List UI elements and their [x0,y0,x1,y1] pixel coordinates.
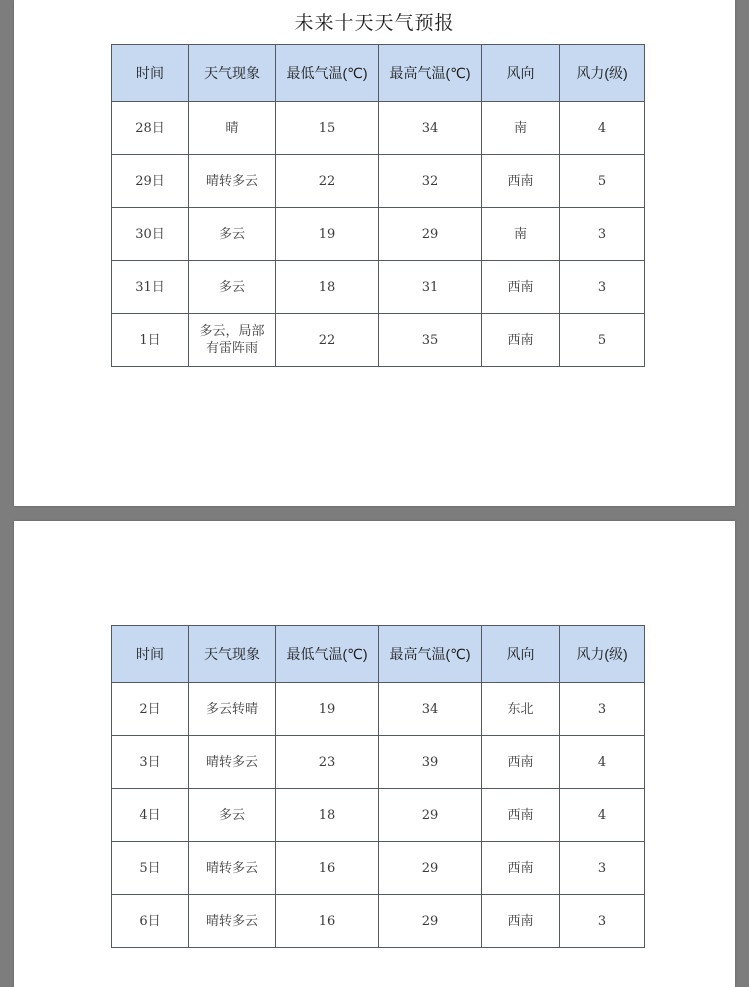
cell-max-temp: 39 [379,736,482,789]
cell-weather: 多云 [189,208,276,261]
column-header-weather: 天气现象 [189,45,276,102]
cell-weather: 多云 [189,261,276,314]
cell-min-temp: 22 [276,155,379,208]
cell-wind-force: 4 [560,736,645,789]
cell-time: 1日 [112,314,189,367]
table-row [112,895,645,948]
column-header-time: 时间 [112,626,189,683]
cell-max-temp: 29 [379,208,482,261]
cell-time: 29日 [112,155,189,208]
cell-max-temp: 29 [379,789,482,842]
cell-wind-direction: 东北 [482,683,560,736]
cell-max-temp: 32 [379,155,482,208]
cell-max-temp: 34 [379,683,482,736]
cell-min-temp: 18 [276,789,379,842]
cell-time: 3日 [112,736,189,789]
cell-weather: 晴转多云 [189,736,276,789]
cell-min-temp: 19 [276,683,379,736]
cell-weather: 多云转晴 [189,683,276,736]
cell-wind-force: 5 [560,155,645,208]
cell-weather: 晴 [189,102,276,155]
cell-min-temp: 18 [276,261,379,314]
column-header-weather: 天气现象 [189,626,276,683]
cell-wind-direction: 西南 [482,155,560,208]
cell-weather: 多云 [189,789,276,842]
cell-max-temp: 31 [379,261,482,314]
table-row [112,736,645,789]
cell-time: 6日 [112,895,189,948]
column-header-wind-force: 风力(级) [560,45,645,102]
weather-table-1 [111,44,645,367]
cell-wind-force: 4 [560,789,645,842]
cell-max-temp: 35 [379,314,482,367]
cell-min-temp: 15 [276,102,379,155]
cell-wind-direction: 西南 [482,895,560,948]
column-header-time: 时间 [112,45,189,102]
document-title: 未来十天天气预报 [294,12,455,34]
table-header-row [112,45,645,102]
cell-time: 28日 [112,102,189,155]
column-header-max-temp: 最高气温(℃) [379,45,482,102]
cell-time: 30日 [112,208,189,261]
cell-wind-force: 3 [560,842,645,895]
column-header-min-temp: 最低气温(℃) [276,626,379,683]
cell-min-temp: 16 [276,842,379,895]
document-page-2 [14,521,735,987]
column-header-wind-force: 风力(级) [560,626,645,683]
cell-wind-force: 4 [560,102,645,155]
cell-min-temp: 16 [276,895,379,948]
cell-min-temp: 19 [276,208,379,261]
cell-max-temp: 29 [379,895,482,948]
table-row [112,261,645,314]
cell-wind-force: 3 [560,261,645,314]
table-row [112,155,645,208]
cell-time: 5日 [112,842,189,895]
cell-weather: 晴转多云 [189,155,276,208]
table-row [112,683,645,736]
cell-max-temp: 34 [379,102,482,155]
table-row [112,314,645,367]
cell-min-temp: 22 [276,314,379,367]
cell-wind-force: 3 [560,895,645,948]
cell-wind-direction: 南 [482,102,560,155]
table-row [112,102,645,155]
cell-wind-force: 3 [560,683,645,736]
cell-weather: 晴转多云 [189,895,276,948]
column-header-wind-direction: 风向 [482,626,560,683]
cell-weather-text: 多云，局部有雷阵雨 [199,324,265,356]
cell-wind-direction: 西南 [482,261,560,314]
table-row [112,208,645,261]
table-row [112,842,645,895]
cell-weather [189,314,276,367]
table-row [112,789,645,842]
cell-min-temp: 23 [276,736,379,789]
cell-weather: 晴转多云 [189,842,276,895]
cell-wind-force: 5 [560,314,645,367]
document-page-1 [14,0,735,506]
cell-wind-direction: 西南 [482,842,560,895]
cell-wind-force: 3 [560,208,645,261]
weather-table-2 [111,625,645,948]
cell-wind-direction: 西南 [482,789,560,842]
cell-wind-direction: 西南 [482,736,560,789]
table-header-row [112,626,645,683]
column-header-wind-direction: 风向 [482,45,560,102]
column-header-min-temp: 最低气温(℃) [276,45,379,102]
cell-max-temp: 29 [379,842,482,895]
cell-time: 4日 [112,789,189,842]
cell-wind-direction: 南 [482,208,560,261]
cell-time: 31日 [112,261,189,314]
column-header-max-temp: 最高气温(℃) [379,626,482,683]
cell-time: 2日 [112,683,189,736]
cell-wind-direction: 西南 [482,314,560,367]
